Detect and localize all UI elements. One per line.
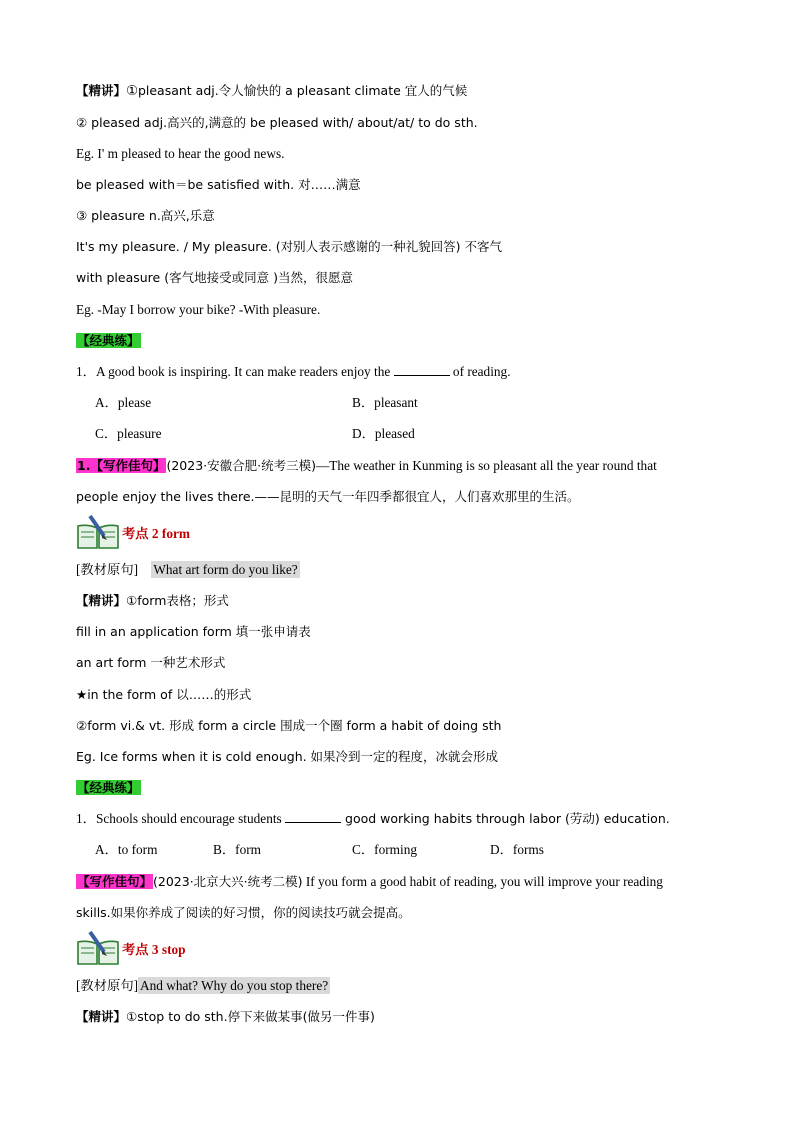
- answer-blank: [394, 363, 450, 376]
- practice-tag: 【经典练】: [77, 780, 140, 795]
- writing-translation: people enjoy the lives there.——昆明的天气一年四季都很宜人，人们喜欢那里的生活。: [76, 489, 580, 504]
- jingjiang-label: 【精讲】: [76, 83, 127, 98]
- writing-english: If you form a good habit of reading, you will improve your reading: [302, 874, 663, 889]
- textbook-sentence: [76, 977, 330, 995]
- textbook-label: [教材原句]: [76, 562, 139, 577]
- question-text: 1．A good book is inspiring. It can make readers enjoy the: [76, 364, 394, 379]
- option-b: B．form: [213, 842, 262, 857]
- explanation-pleasure: ③ pleasure n.高兴,乐意: [76, 208, 215, 223]
- question-text-end: good working habits through labor (劳动) education.: [341, 811, 670, 826]
- writing-tag: 【写作佳句】: [77, 874, 153, 889]
- option-c: C．pleasure: [95, 426, 162, 441]
- explanation-stop: [76, 1008, 375, 1026]
- book-pencil-icon: [76, 930, 120, 966]
- question-text-end: of reading.: [449, 364, 511, 379]
- example-dialogue: Eg. -May I borrow your bike? -With pleasure.: [76, 302, 321, 317]
- textbook-sentence: [76, 561, 300, 579]
- explanation-pleasant: [76, 82, 467, 100]
- textbook-label: [教材原句]: [76, 978, 139, 993]
- practice-heading: [76, 332, 141, 350]
- question-text: 1．Schools should encourage students: [76, 811, 286, 826]
- jingjiang-label: 【精讲】: [76, 1009, 127, 1024]
- explanation-pleased: ② pleased adj.高兴的,满意的 be pleased with/ about/at/ to do sth.: [76, 115, 478, 130]
- jingjiang-label: 【精讲】: [76, 593, 127, 608]
- writing-source: (2023·北京大兴·统考二模): [153, 874, 303, 889]
- writing-sentence: [76, 457, 657, 475]
- textbook-text: And what? Why do you stop there?: [140, 978, 329, 993]
- phrase-equivalence: be pleased with＝be satisfied with. 对……满意: [76, 177, 361, 192]
- option-d: D．pleased: [352, 426, 415, 441]
- usage-application-form: fill in an application form 填一张申请表: [76, 624, 311, 639]
- writing-sentence: [76, 873, 663, 891]
- writing-translation: skills.如果你养成了阅读的好习惯，你的阅读技巧就会提高。: [76, 905, 411, 920]
- option-c: C．forming: [352, 842, 418, 857]
- example-sentence: Eg. I' m pleased to hear the good news.: [76, 146, 285, 161]
- example-ice-forms: Eg. Ice forms when it is cold enough. 如果冷到一定的程度，冰就会形成: [76, 749, 499, 764]
- section-title-form: 考点 2 form: [122, 526, 190, 541]
- practice-heading: [76, 779, 141, 797]
- writing-source: (2023·安徽合肥·统考三模): [166, 458, 316, 473]
- explanation-text: ①stop to do sth.停下来做某事(做另一件事): [126, 1009, 375, 1024]
- explanation-form: [76, 592, 229, 610]
- question-1: [76, 810, 670, 828]
- explanation-text: pleasant adj.令人愉快的 a pleasant climate 宜人的气候: [137, 83, 468, 98]
- explanation-text: ①form表格；形式: [126, 593, 229, 608]
- question-1: [76, 363, 511, 381]
- practice-tag: 【经典练】: [77, 333, 140, 348]
- explanation-form-verb: ②form vi.& vt. 形成 form a circle 围成一个圈 form a habit of doing sth: [76, 718, 502, 733]
- usage-in-the-form-of: ★in the form of 以……的形式: [76, 687, 252, 702]
- answer-blank: [285, 810, 341, 823]
- usage-my-pleasure: It's my pleasure. / My pleasure. (对别人表示感谢的一种礼貌回答) 不客气: [76, 239, 503, 254]
- writing-tag: 1.【写作佳句】: [77, 458, 166, 473]
- section-title-stop: 考点 3 stop: [122, 942, 186, 957]
- circled-number: ①: [126, 83, 138, 98]
- option-a: A．to form: [95, 842, 158, 857]
- option-d: D．forms: [490, 842, 544, 857]
- usage-art-form: an art form 一种艺术形式: [76, 655, 226, 670]
- textbook-text: What art form do you like?: [153, 562, 298, 577]
- book-pencil-icon: [76, 514, 120, 550]
- option-a: A．please: [95, 395, 152, 410]
- usage-with-pleasure: with pleasure (客气地接受或同意 )当然，很愿意: [76, 270, 353, 285]
- writing-english: —The weather in Kunming is so pleasant all the year round that: [315, 458, 657, 473]
- option-b: B．pleasant: [352, 395, 418, 410]
